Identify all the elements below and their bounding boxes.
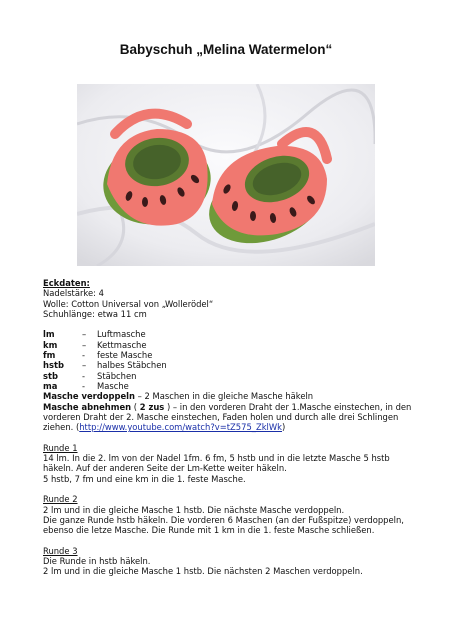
- abbr-dash: -: [82, 350, 86, 361]
- abbreviation-row: [43, 350, 413, 360]
- round-line: Die Runde in hstb häkeln.: [43, 556, 151, 567]
- eckdaten-line: Schuhlänge: etwa 11 cm: [43, 308, 147, 319]
- round-line: 2 lm und in die gleiche Masche 1 hstb. Die nächste Masche verdoppeln.: [43, 504, 345, 515]
- abbreviation-row: [43, 371, 413, 381]
- abbreviation-row: [43, 381, 413, 391]
- eckdaten-line: Wolle: Cotton Universal von „Wollerödel“: [43, 298, 214, 309]
- abbr-key: km: [43, 339, 58, 350]
- baby-shoes-photo: [77, 84, 375, 266]
- technique-term: Masche abnehmen: [43, 401, 132, 412]
- abbr-dash: –: [82, 360, 87, 371]
- abbreviation-row: [43, 340, 413, 350]
- eckdaten-line: Nadelstärke: 4: [43, 288, 104, 299]
- abbr-desc: Luftmasche: [97, 329, 146, 340]
- round-line: 14 lm. In die 2. lm von der Nadel 1fm. 6 fm, 5 hstb und in die letzte Masche 5 hstb häkeln. Auf der anderen Seite der Lm-Kette weiter häkeln.: [43, 453, 390, 474]
- abbr-desc: feste Masche: [97, 350, 153, 361]
- abbr-desc: Masche: [97, 380, 129, 391]
- abbr-key: fm: [43, 350, 56, 361]
- technique-desc: – 2 Maschen in die gleiche Masche häkeln: [135, 391, 314, 402]
- round-line: 5 hstb, 7 fm und eine km in die 1. feste Masche.: [43, 473, 246, 484]
- abbr-key: lm: [43, 329, 55, 340]
- round-line: 2 lm und in die gleiche Masche 1 hstb. Die nächsten 2 Maschen verdoppeln.: [43, 566, 363, 577]
- abbr-key: hstb: [43, 360, 64, 371]
- round-heading: Runde 3: [43, 545, 78, 556]
- abbr-dash: –: [82, 329, 87, 340]
- abbr-desc: Stäbchen: [97, 370, 137, 381]
- technique-verdoppeln: [43, 391, 413, 401]
- round-line: Die ganze Runde hstb häkeln. Die vorderen 6 Maschen (an der Fußspitze) verdoppeln, ebenso die letze Masche. Die Runde mit 1 km in die 1. feste Masche schließen.: [43, 514, 404, 536]
- technique-abbr: 2 zus: [139, 401, 165, 412]
- document-title: Babyschuh „Melina Watermelon“: [119, 42, 333, 57]
- abbr-desc: Kettmasche: [97, 339, 147, 350]
- product-photo: [77, 84, 375, 266]
- youtube-link[interactable]: http://www.youtube.com/watch?v=tZ575_ZklWk: [79, 422, 283, 433]
- round-heading: Runde 2: [43, 494, 78, 505]
- abbreviation-row: [43, 360, 413, 370]
- technique-abnehmen: [43, 402, 413, 433]
- technique-paren: (: [131, 401, 140, 412]
- abbr-key: stb: [43, 370, 58, 381]
- technique-desc: ) – in den vorderen Draht der 1.Masche einstechen, in den vorderen Draht der 2. Masche einstechen, Faden holen und durch alle drei Schlingen ziehen. (: [43, 401, 412, 433]
- abbr-dash: -: [82, 380, 86, 391]
- technique-paren: ): [282, 422, 286, 433]
- abbr-dash: -: [82, 370, 86, 381]
- abbr-desc: halbes Stäbchen: [97, 360, 167, 371]
- pattern-text: [43, 278, 413, 577]
- abbr-dash: –: [82, 339, 87, 350]
- eckdaten-heading: Eckdaten:: [43, 278, 90, 288]
- technique-term: Masche verdoppeln: [43, 391, 136, 402]
- abbreviation-row: [43, 329, 413, 339]
- round-heading: Runde 1: [43, 442, 78, 453]
- abbr-key: ma: [43, 380, 58, 391]
